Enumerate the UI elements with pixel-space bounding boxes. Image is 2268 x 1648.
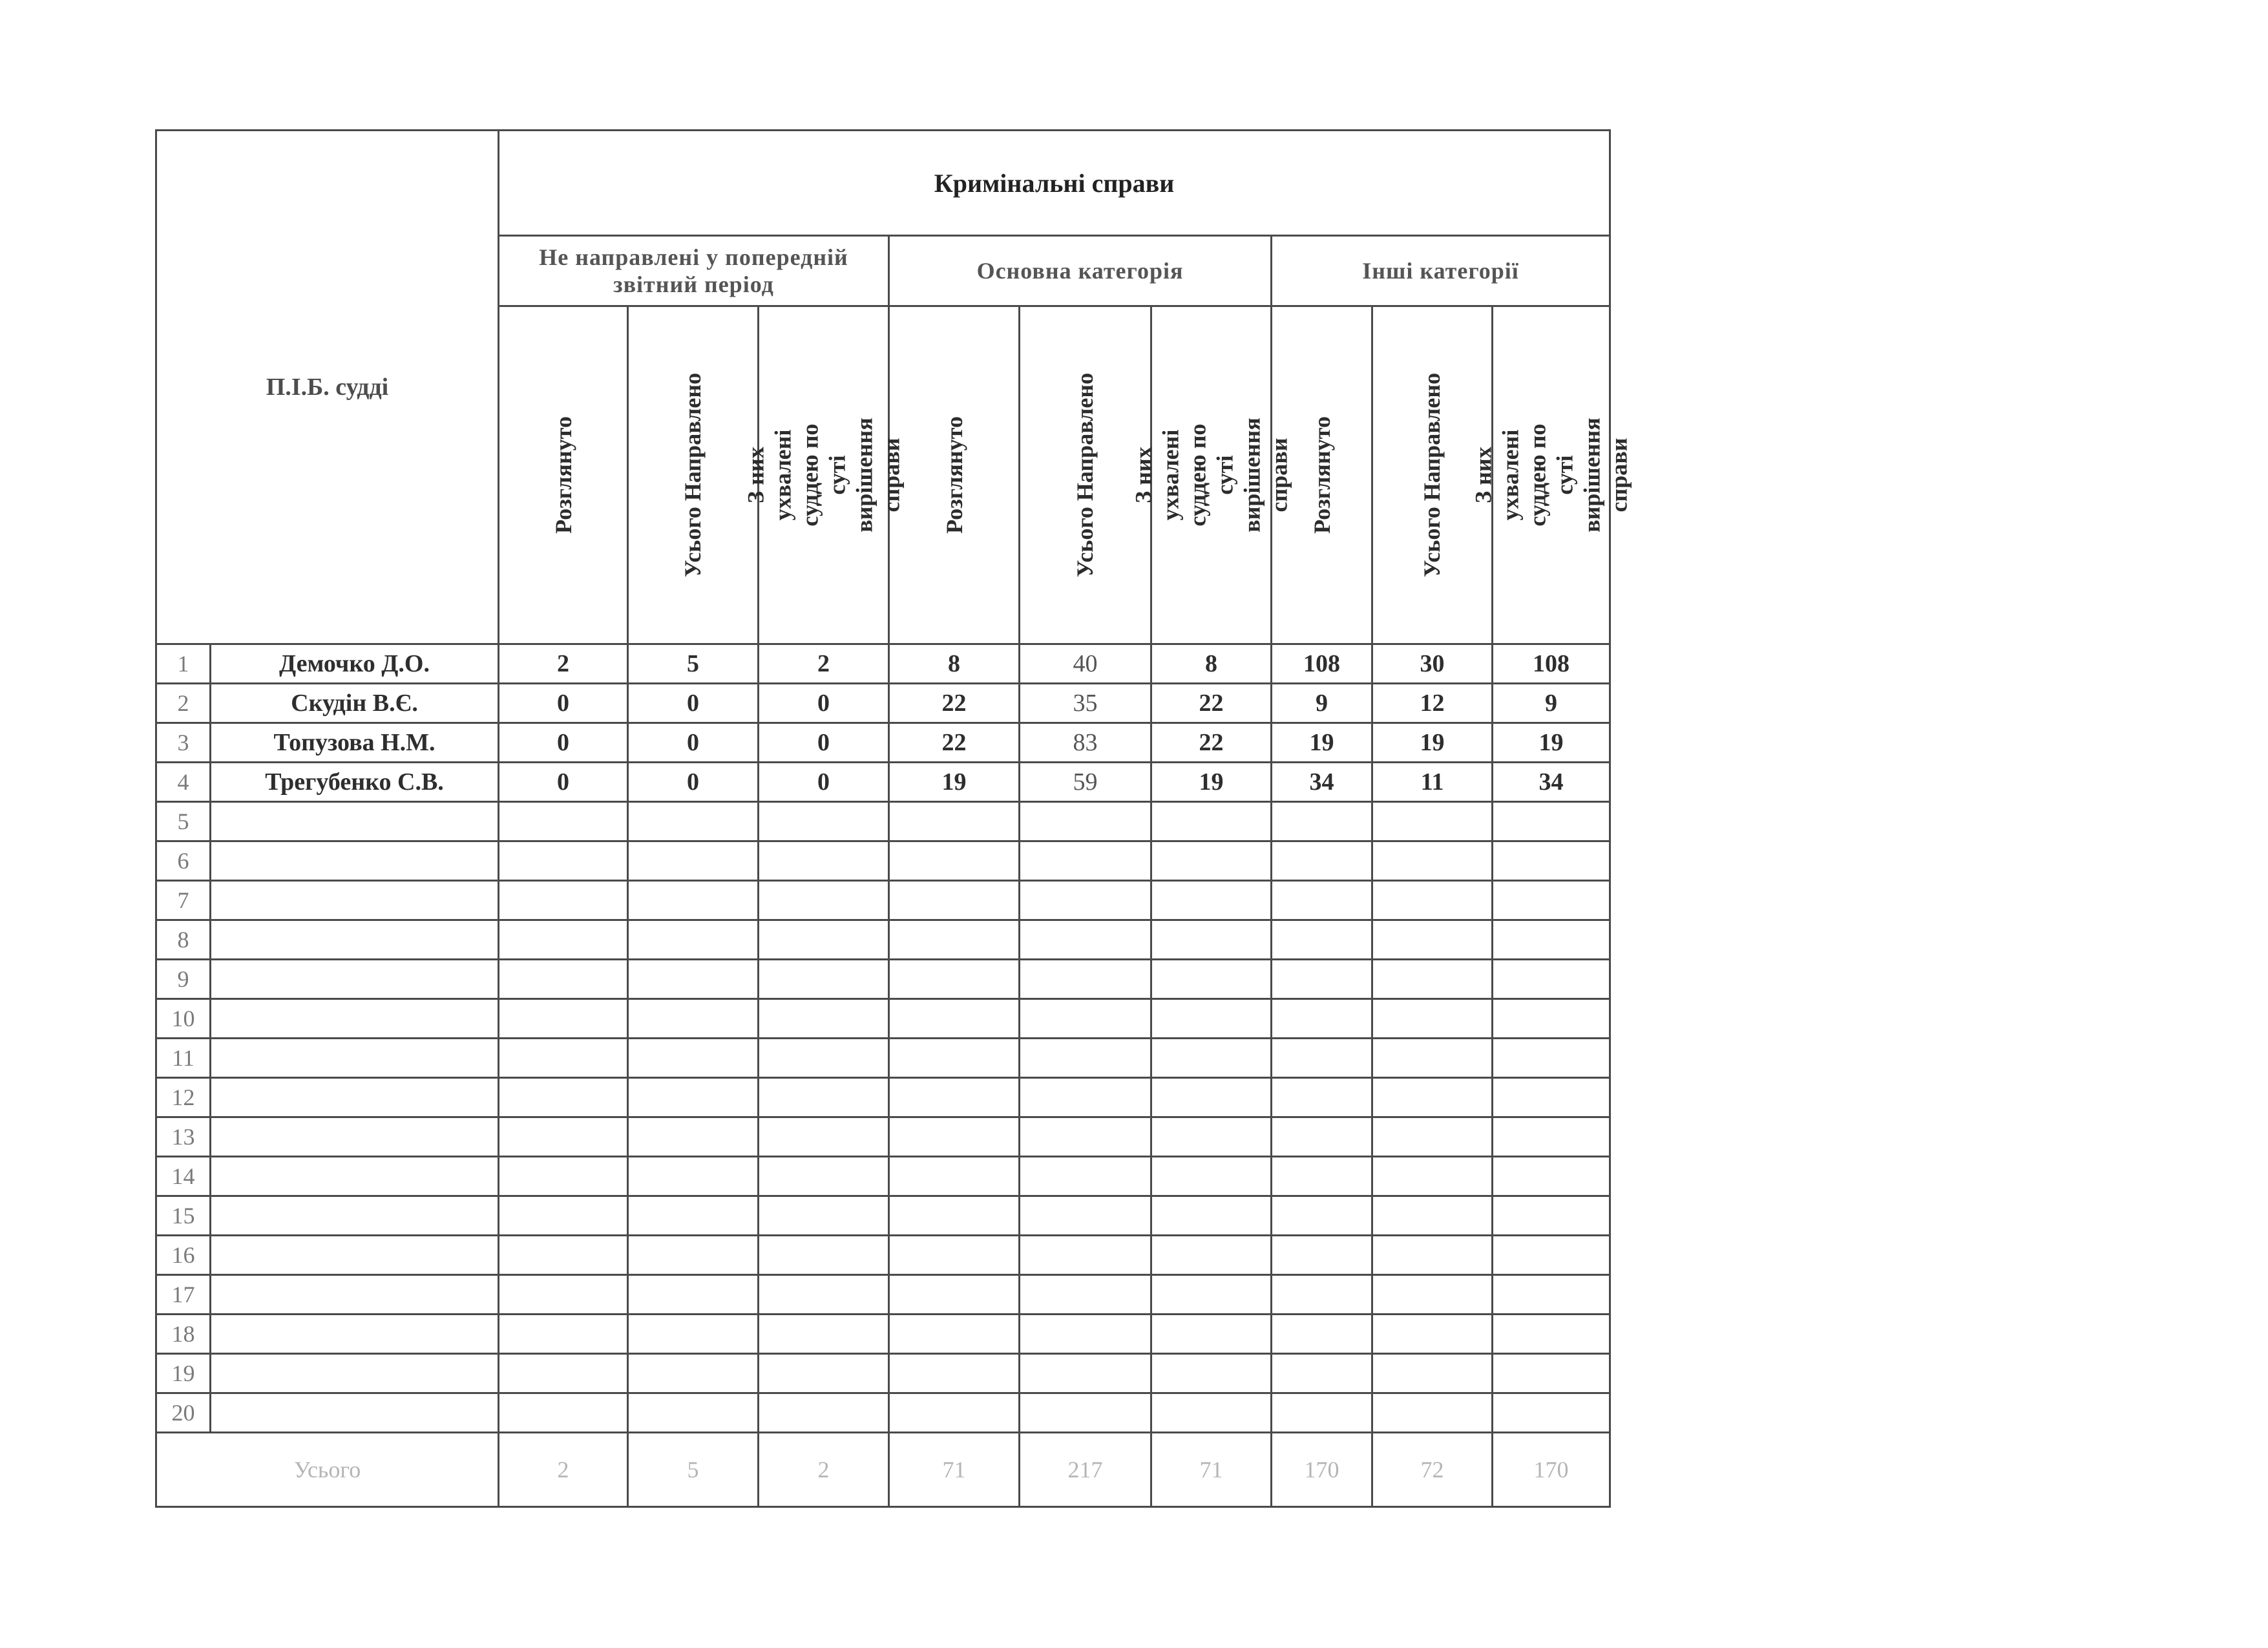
- table-row: [156, 960, 1610, 999]
- subheader-label: З них ухвалені суддею по суті вирішення справи: [1130, 417, 1292, 533]
- value-cell: [628, 841, 759, 881]
- row-number: 9: [156, 960, 211, 999]
- value-cell: [1493, 1354, 1610, 1393]
- value-cell: [759, 960, 889, 999]
- value-cell: [889, 1354, 1020, 1393]
- value-cell: 35: [1020, 684, 1151, 723]
- value-cell: [1151, 1236, 1272, 1275]
- value-cell: 12: [1372, 684, 1493, 723]
- table-title: Кримінальні справи: [499, 131, 1610, 236]
- value-cell: [889, 1157, 1020, 1196]
- value-cell: [1493, 802, 1610, 841]
- value-cell: 2: [759, 644, 889, 684]
- value-cell: [499, 1236, 628, 1275]
- total-value-cell: 71: [1151, 1433, 1272, 1507]
- value-cell: [759, 802, 889, 841]
- value-cell: [889, 1275, 1020, 1315]
- row-number: 15: [156, 1196, 211, 1236]
- judge-name-cell: [211, 1393, 499, 1433]
- value-cell: [1020, 1275, 1151, 1315]
- value-cell: [1151, 1196, 1272, 1236]
- criminal-cases-table: [155, 129, 1632, 1508]
- value-cell: 108: [1493, 644, 1610, 684]
- value-cell: [1493, 999, 1610, 1039]
- value-cell: [759, 881, 889, 920]
- value-cell: 0: [499, 684, 628, 723]
- value-cell: [628, 1393, 759, 1433]
- value-cell: [1151, 802, 1272, 841]
- table-row: [156, 841, 1610, 881]
- subheader-label: Розглянуто: [1308, 416, 1335, 534]
- value-cell: [1151, 999, 1272, 1039]
- value-cell: [1272, 1236, 1372, 1275]
- value-cell: 0: [499, 723, 628, 763]
- table-row: [156, 1236, 1610, 1275]
- table-row: [156, 1393, 1610, 1433]
- value-cell: [889, 1236, 1020, 1275]
- value-cell: 22: [1151, 684, 1272, 723]
- value-cell: [499, 802, 628, 841]
- value-cell: [1372, 999, 1493, 1039]
- value-cell: [759, 1393, 889, 1433]
- value-cell: [628, 881, 759, 920]
- row-number: 13: [156, 1117, 211, 1157]
- judge-name-cell: [211, 1315, 499, 1354]
- subheader-considered-3: [1272, 306, 1372, 644]
- subheader-total-sent-1: [628, 306, 759, 644]
- value-cell: [759, 1078, 889, 1117]
- value-cell: [1372, 1196, 1493, 1236]
- table-row: [156, 1039, 1610, 1078]
- value-cell: [1272, 1117, 1372, 1157]
- value-cell: [628, 1354, 759, 1393]
- value-cell: [1372, 1078, 1493, 1117]
- value-cell: [1272, 1275, 1372, 1315]
- total-row: [156, 1433, 1610, 1507]
- row-number: 12: [156, 1078, 211, 1117]
- subheader-considered-1: [499, 306, 628, 644]
- table-row: [156, 920, 1610, 960]
- value-cell: [1372, 1275, 1493, 1315]
- total-value-cell: 5: [628, 1433, 759, 1507]
- value-cell: 40: [1020, 644, 1151, 684]
- row-number: 1: [156, 644, 211, 684]
- value-cell: [499, 881, 628, 920]
- value-cell: [1372, 1393, 1493, 1433]
- value-cell: [499, 920, 628, 960]
- value-cell: 0: [628, 763, 759, 802]
- value-cell: [1272, 1354, 1372, 1393]
- value-cell: [759, 1275, 889, 1315]
- value-cell: [1151, 1078, 1272, 1117]
- value-cell: 0: [759, 763, 889, 802]
- table-row: [156, 1275, 1610, 1315]
- value-cell: 34: [1272, 763, 1372, 802]
- judge-name-cell: [211, 920, 499, 960]
- value-cell: 19: [889, 763, 1020, 802]
- judge-name-cell: [211, 1236, 499, 1275]
- value-cell: [1372, 881, 1493, 920]
- judge-name-cell: [211, 1196, 499, 1236]
- value-cell: [1493, 1039, 1610, 1078]
- value-cell: 2: [499, 644, 628, 684]
- value-cell: [759, 1039, 889, 1078]
- value-cell: [1151, 1039, 1272, 1078]
- value-cell: [628, 1236, 759, 1275]
- value-cell: 19: [1151, 763, 1272, 802]
- value-cell: 108: [1272, 644, 1372, 684]
- value-cell: [1493, 1078, 1610, 1117]
- value-cell: 0: [759, 723, 889, 763]
- value-cell: [1020, 1039, 1151, 1078]
- value-cell: [1151, 1117, 1272, 1157]
- value-cell: [889, 1196, 1020, 1236]
- report-sheet: [155, 129, 1632, 1508]
- value-cell: [1372, 802, 1493, 841]
- row-number: 7: [156, 881, 211, 920]
- value-cell: [1493, 1236, 1610, 1275]
- total-value-cell: 71: [889, 1433, 1020, 1507]
- table-row: [156, 1157, 1610, 1196]
- subheader-label: З них ухвалені суддею по суті вирішення справи: [1470, 417, 1632, 533]
- value-cell: [1272, 960, 1372, 999]
- value-cell: [1020, 920, 1151, 960]
- table-row: [156, 684, 1610, 723]
- value-cell: [1372, 1117, 1493, 1157]
- value-cell: [628, 960, 759, 999]
- judge-name-cell: [211, 1275, 499, 1315]
- value-cell: [499, 1039, 628, 1078]
- value-cell: [1272, 1157, 1372, 1196]
- value-cell: 22: [889, 684, 1020, 723]
- group-header-other-categories: Інші категорії: [1272, 236, 1610, 306]
- value-cell: [1020, 960, 1151, 999]
- total-value-cell: 2: [759, 1433, 889, 1507]
- value-cell: [889, 1315, 1020, 1354]
- value-cell: [499, 841, 628, 881]
- value-cell: [628, 1117, 759, 1157]
- value-cell: [1020, 881, 1151, 920]
- value-cell: 22: [889, 723, 1020, 763]
- value-cell: 0: [628, 723, 759, 763]
- value-cell: [1151, 960, 1272, 999]
- value-cell: [759, 1236, 889, 1275]
- total-value-cell: 72: [1372, 1433, 1493, 1507]
- value-cell: [1372, 920, 1493, 960]
- value-cell: 59: [1020, 763, 1151, 802]
- value-cell: [628, 1275, 759, 1315]
- value-cell: [1493, 1275, 1610, 1315]
- row-number: 18: [156, 1315, 211, 1354]
- row-number: 17: [156, 1275, 211, 1315]
- row-number: 2: [156, 684, 211, 723]
- subheader-label: З них ухвалені суддею по суті вирішення справи: [742, 417, 905, 533]
- subheader-label: Усього Направлено: [1072, 372, 1098, 578]
- value-cell: [628, 999, 759, 1039]
- value-cell: 30: [1372, 644, 1493, 684]
- value-cell: [1020, 802, 1151, 841]
- judge-name-cell: [211, 1354, 499, 1393]
- table-row: [156, 881, 1610, 920]
- value-cell: [1272, 920, 1372, 960]
- value-cell: [1151, 881, 1272, 920]
- value-cell: [1372, 841, 1493, 881]
- value-cell: [759, 841, 889, 881]
- value-cell: [889, 841, 1020, 881]
- value-cell: [759, 1117, 889, 1157]
- value-cell: [499, 960, 628, 999]
- judge-name-cell: [211, 802, 499, 841]
- value-cell: [628, 1196, 759, 1236]
- value-cell: 0: [628, 684, 759, 723]
- value-cell: [1272, 1315, 1372, 1354]
- total-label: Усього: [156, 1433, 499, 1507]
- value-cell: [759, 999, 889, 1039]
- judge-name-cell: [211, 841, 499, 881]
- value-cell: 5: [628, 644, 759, 684]
- judge-name-cell: [211, 881, 499, 920]
- row-number: 16: [156, 1236, 211, 1275]
- value-cell: 19: [1272, 723, 1372, 763]
- value-cell: 8: [1151, 644, 1272, 684]
- value-cell: [1493, 1315, 1610, 1354]
- value-cell: [1272, 1196, 1372, 1236]
- value-cell: [889, 1117, 1020, 1157]
- value-cell: [1020, 1315, 1151, 1354]
- judge-name-cell: Топузова Н.М.: [211, 723, 499, 763]
- table-row: [156, 1315, 1610, 1354]
- value-cell: [889, 881, 1020, 920]
- group-header-not-sent: Не направлені у попередній звітний період: [499, 236, 889, 306]
- table-row: [156, 1196, 1610, 1236]
- value-cell: [628, 920, 759, 960]
- value-cell: [1020, 841, 1151, 881]
- value-cell: [889, 1039, 1020, 1078]
- value-cell: [628, 802, 759, 841]
- value-cell: [1020, 1196, 1151, 1236]
- value-cell: [499, 1117, 628, 1157]
- subheader-label: Усього Направлено: [680, 372, 706, 578]
- value-cell: [1151, 920, 1272, 960]
- total-value-cell: 170: [1272, 1433, 1372, 1507]
- value-cell: [889, 920, 1020, 960]
- judge-name-cell: [211, 999, 499, 1039]
- value-cell: [1020, 1157, 1151, 1196]
- row-number: 5: [156, 802, 211, 841]
- subheader-considered-2: [889, 306, 1020, 644]
- value-cell: [499, 999, 628, 1039]
- value-cell: [1493, 1196, 1610, 1236]
- value-cell: [1372, 1354, 1493, 1393]
- value-cell: [1151, 1315, 1272, 1354]
- value-cell: [499, 1393, 628, 1433]
- value-cell: [1151, 1157, 1272, 1196]
- value-cell: [1272, 1078, 1372, 1117]
- value-cell: [1272, 1039, 1372, 1078]
- value-cell: [759, 920, 889, 960]
- table-row: [156, 1078, 1610, 1117]
- subheader-label: Розглянуто: [550, 416, 576, 534]
- value-cell: [1272, 1393, 1372, 1433]
- value-cell: [1372, 1039, 1493, 1078]
- table-row: [156, 723, 1610, 763]
- subheader-label: Усього Направлено: [1419, 372, 1445, 578]
- value-cell: [759, 1196, 889, 1236]
- row-number: 19: [156, 1354, 211, 1393]
- value-cell: 11: [1372, 763, 1493, 802]
- value-cell: [499, 1315, 628, 1354]
- row-number: 20: [156, 1393, 211, 1433]
- value-cell: [1493, 841, 1610, 881]
- value-cell: [1493, 960, 1610, 999]
- value-cell: [889, 960, 1020, 999]
- value-cell: 19: [1372, 723, 1493, 763]
- value-cell: [889, 1393, 1020, 1433]
- total-value-cell: 2: [499, 1433, 628, 1507]
- value-cell: [889, 1078, 1020, 1117]
- value-cell: 83: [1020, 723, 1151, 763]
- value-cell: [499, 1196, 628, 1236]
- value-cell: 34: [1493, 763, 1610, 802]
- table-row: [156, 1117, 1610, 1157]
- value-cell: [1020, 1354, 1151, 1393]
- value-cell: [889, 999, 1020, 1039]
- value-cell: [1020, 1078, 1151, 1117]
- value-cell: [1020, 1393, 1151, 1433]
- subheader-label: Розглянуто: [941, 416, 967, 534]
- value-cell: [1493, 920, 1610, 960]
- value-cell: [1272, 999, 1372, 1039]
- value-cell: [628, 1157, 759, 1196]
- table-row: [156, 999, 1610, 1039]
- subheader-decided-on-merits-3: [1470, 306, 1632, 644]
- row-number: 3: [156, 723, 211, 763]
- row-number: 14: [156, 1157, 211, 1196]
- judge-name-cell: [211, 960, 499, 999]
- value-cell: [1272, 841, 1372, 881]
- row-number: 11: [156, 1039, 211, 1078]
- group-header-main-category: Основна категорія: [889, 236, 1272, 306]
- row-number: 8: [156, 920, 211, 960]
- value-cell: 22: [1151, 723, 1272, 763]
- value-cell: [1020, 1236, 1151, 1275]
- value-cell: [759, 1157, 889, 1196]
- judge-name-cell: Трегубенко С.В.: [211, 763, 499, 802]
- total-value-cell: 170: [1493, 1433, 1610, 1507]
- subheader-decided-on-merits-1: [742, 306, 905, 644]
- judge-name-cell: Скудін В.Є.: [211, 684, 499, 723]
- value-cell: [759, 1315, 889, 1354]
- value-cell: [1151, 1354, 1272, 1393]
- value-cell: [1151, 1275, 1272, 1315]
- value-cell: 8: [889, 644, 1020, 684]
- row-number: 4: [156, 763, 211, 802]
- value-cell: 9: [1272, 684, 1372, 723]
- row-number: 10: [156, 999, 211, 1039]
- value-cell: [1372, 1315, 1493, 1354]
- value-cell: [1151, 1393, 1272, 1433]
- value-cell: [499, 1275, 628, 1315]
- value-cell: [1372, 1157, 1493, 1196]
- value-cell: [759, 1354, 889, 1393]
- table-row: [156, 763, 1610, 802]
- value-cell: [499, 1354, 628, 1393]
- subheader-decided-on-merits-2: [1130, 306, 1292, 644]
- value-cell: [499, 1078, 628, 1117]
- value-cell: [499, 1157, 628, 1196]
- value-cell: [1493, 1393, 1610, 1433]
- value-cell: [1493, 1117, 1610, 1157]
- value-cell: 0: [759, 684, 889, 723]
- value-cell: [1272, 802, 1372, 841]
- total-value-cell: 217: [1020, 1433, 1151, 1507]
- value-cell: [889, 802, 1020, 841]
- judge-name-cell: [211, 1078, 499, 1117]
- table-row: [156, 802, 1610, 841]
- judge-name-cell: Демочко Д.О.: [211, 644, 499, 684]
- table-row: [156, 1354, 1610, 1393]
- value-cell: [1020, 999, 1151, 1039]
- value-cell: [1372, 960, 1493, 999]
- value-cell: [628, 1039, 759, 1078]
- value-cell: [1493, 881, 1610, 920]
- value-cell: 19: [1493, 723, 1610, 763]
- value-cell: [628, 1078, 759, 1117]
- value-cell: [628, 1315, 759, 1354]
- value-cell: [1493, 1157, 1610, 1196]
- table-row: [156, 644, 1610, 684]
- value-cell: 0: [499, 763, 628, 802]
- judge-name-cell: [211, 1117, 499, 1157]
- value-cell: 9: [1493, 684, 1610, 723]
- value-cell: [1151, 841, 1272, 881]
- judge-name-cell: [211, 1039, 499, 1078]
- judge-name-cell: [211, 1157, 499, 1196]
- value-cell: [1372, 1236, 1493, 1275]
- row-number: 6: [156, 841, 211, 881]
- value-cell: [1020, 1117, 1151, 1157]
- value-cell: [1272, 881, 1372, 920]
- judge-name-header: П.І.Б. судді: [156, 131, 499, 644]
